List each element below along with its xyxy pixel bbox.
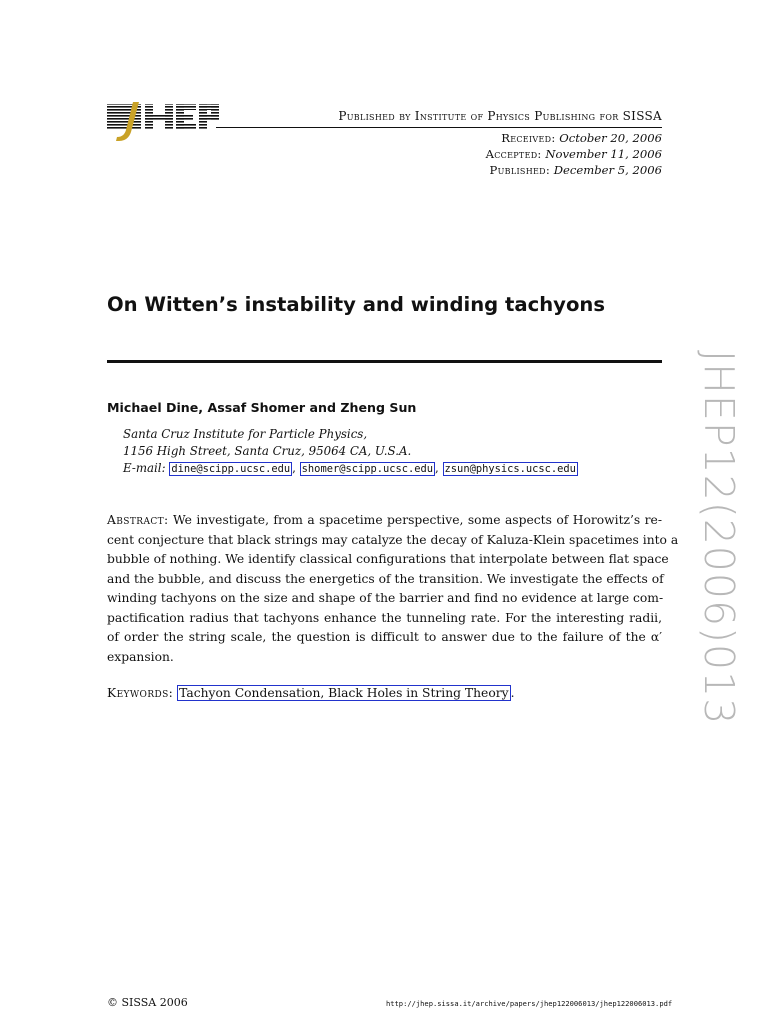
authors: Michael Dine, Assaf Shomer and Zheng Sun (107, 400, 417, 415)
title-rule (107, 360, 662, 363)
header-rule (216, 127, 662, 128)
affiliation-line-2: 1156 High Street, Santa Cruz, 95064 CA, U.S.A. (123, 444, 412, 458)
received-date (380, 131, 662, 145)
accepted-label: Accepted: (485, 147, 542, 161)
email-link-dine[interactable]: dine@scipp.ucsc.edu (171, 463, 291, 475)
publisher-line: Published by Institute of Physics Publishing for SISSA (338, 109, 662, 123)
published-label: Published: (489, 163, 551, 177)
accepted-date (380, 147, 662, 161)
email-link-shomer[interactable]: shomer@scipp.ucsc.edu (301, 463, 434, 475)
jhep-logo-graphic (107, 100, 219, 142)
published-date (380, 163, 662, 177)
abstract-line: expansion. (107, 649, 174, 664)
footer-url[interactable]: http://jhep.sissa.it/archive/papers/jhep122006013/jhep122006013.pdf (386, 999, 673, 1008)
abstract-line: bubble of nothing. We identify classical configurations that interpolate between flat space (107, 552, 669, 566)
abstract-line: and the bubble, and discuss the energetics of the transition. We investigate the effects of (107, 571, 664, 586)
received-label: Received: (501, 131, 556, 145)
received-value: October 20, 2006 (559, 131, 662, 145)
email-link-sun[interactable]: zsun@physics.ucsc.edu (444, 463, 576, 475)
keywords: Keywords: Tachyon Condensation, Black Holes in String Theory . (107, 686, 515, 700)
keywords-link[interactable]: Tachyon Condensation, Black Holes in String Theory (179, 686, 509, 700)
abstract-line: of order the string scale, the question is difficult to answer due to the failure of the α′ (107, 630, 662, 644)
side-stamp-text: JHEP12(2006)013 (695, 350, 743, 726)
email-row: E-mail: dine@scipp.ucsc.edu , shomer@scipp.ucsc.edu , zsun@physics.ucsc.edu (123, 461, 576, 475)
abstract (107, 511, 679, 667)
abstract-line: winding tachyons on the size and shape of the barrier and find no evidence at large com- (107, 591, 664, 605)
abstract-label: Abstract: (107, 513, 169, 527)
jhep-logo (107, 100, 219, 142)
affiliation-line-1: Santa Cruz Institute for Particle Physics, (123, 427, 368, 441)
copyright: © SISSA 2006 (107, 996, 188, 1009)
email-label: E-mail: (123, 461, 166, 475)
accepted-value: November 11, 2006 (545, 147, 662, 161)
abstract-line: pactification radius that tachyons enhance the tunneling rate. For the interesting radii, (107, 610, 662, 625)
abstract-line: cent conjecture that black strings may catalyze the decay of Kaluza-Klein spacetimes into a (107, 532, 679, 547)
published-value: December 5, 2006 (553, 163, 662, 177)
side-stamp (695, 350, 745, 726)
paper-title: On Witten’s instability and winding tachyons (107, 293, 606, 316)
abstract-line (107, 511, 662, 531)
abstract-text: We investigate, from a spacetime perspective, some aspects of Horowitz’s re- (173, 513, 662, 527)
keywords-label: Keywords: (107, 686, 174, 700)
